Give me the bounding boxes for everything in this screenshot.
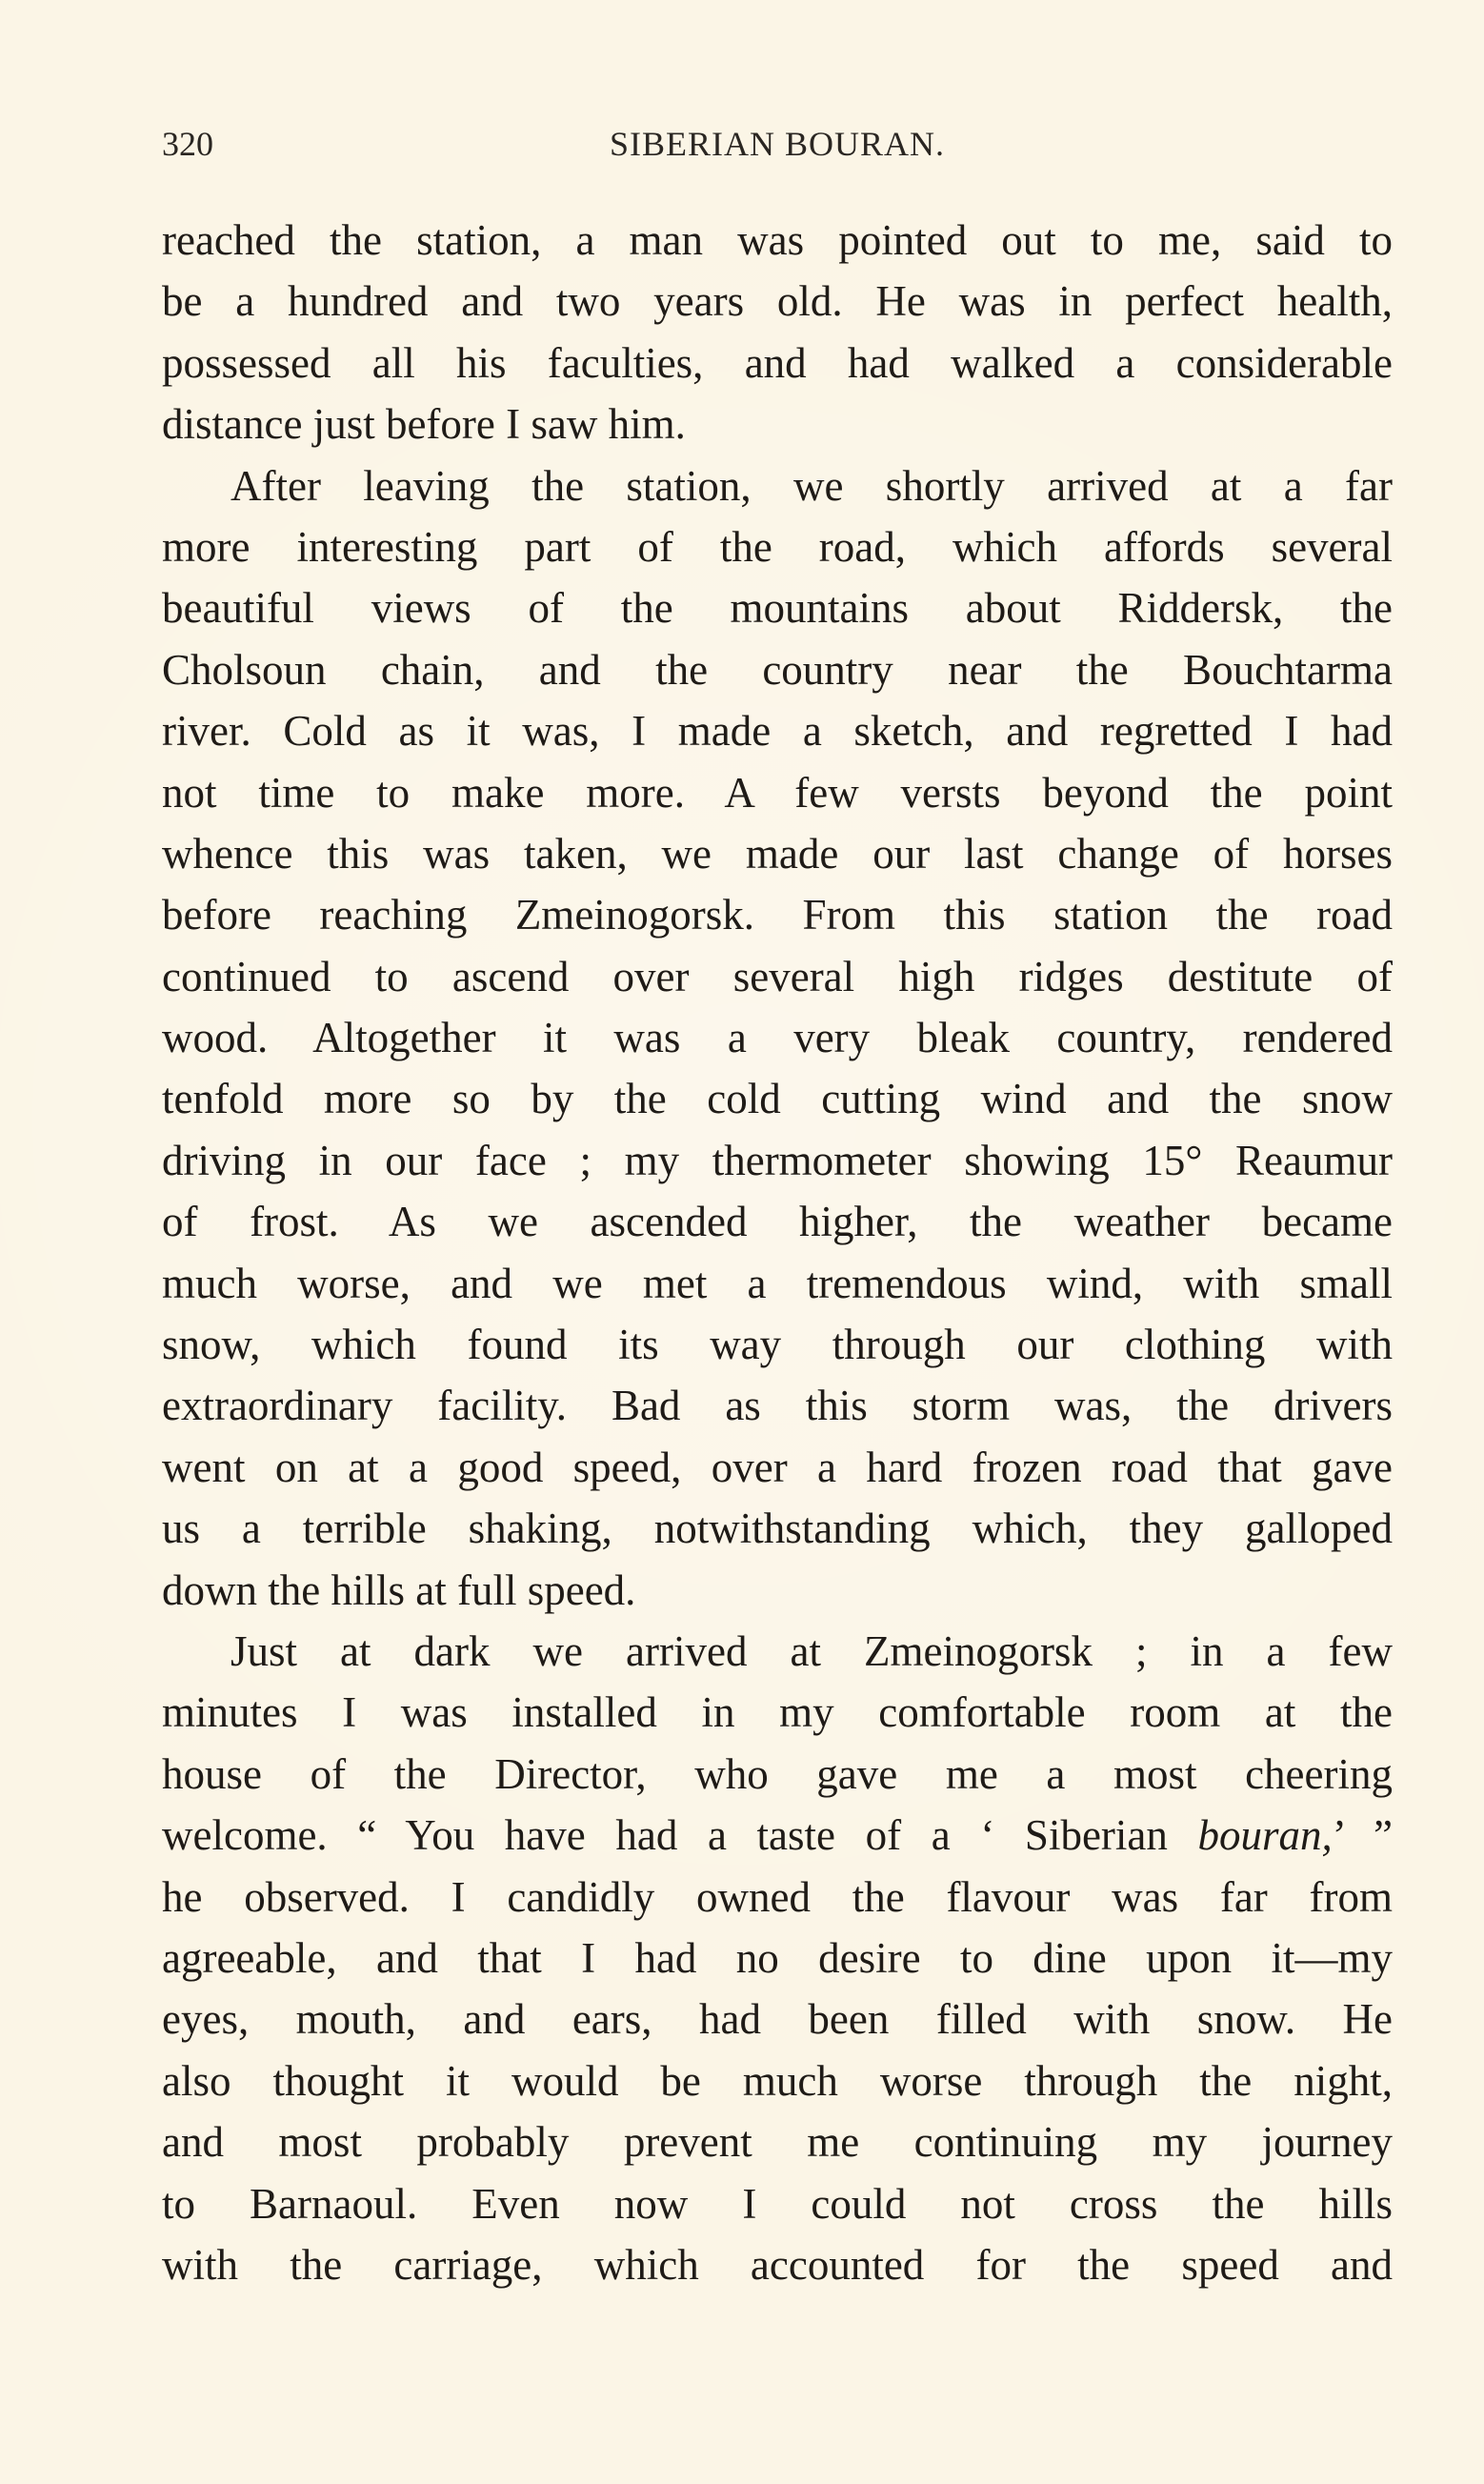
text-line-with-italic — [162, 1805, 1393, 1866]
text-line: much worse, and we met a tremendous wind, with small — [162, 1259, 1393, 1307]
text-line: Cholsoun chain, and the country near the Bouchtarma — [162, 645, 1393, 694]
text-segment: welcome. “ You have had a taste of a ‘ Siberian — [162, 1811, 1168, 1860]
text-line: and most probably prevent me continuing my journey — [162, 2118, 1393, 2167]
italic-word: bouran, — [1197, 1811, 1333, 1860]
text-line: reached the station, a man was pointed out to me, said to — [162, 216, 1393, 264]
text-line: be a hundred and two years old. He was in perfect health, — [162, 277, 1393, 326]
text-line: extraordinary facility. Bad as this storm was, the drivers — [162, 1382, 1393, 1430]
paragraph-start-line: After leaving the station, we shortly arrived at a far — [231, 461, 1393, 510]
text-line: eyes, mouth, and ears, had been filled with snow. He — [162, 1995, 1393, 2044]
running-title: SIBERIAN BOURAN. — [609, 125, 946, 163]
text-line: us a terrible shaking, notwithstanding which, they galloped — [162, 1505, 1393, 1553]
text-line: more interesting part of the road, which affords several — [162, 522, 1393, 571]
text-line: river. Cold as it was, I made a sketch, and regretted I had — [162, 707, 1393, 756]
paragraph-start-line: Just at dark we arrived at Zmeinogorsk ; in a few — [231, 1626, 1393, 1675]
paragraph-end-line: distance just before I saw him. — [162, 400, 686, 449]
text-line: tenfold more so by the cold cutting wind and the snow — [162, 1075, 1393, 1123]
page-number: 320 — [162, 125, 213, 163]
text-line: whence this was taken, we made our last change of horses — [162, 829, 1393, 878]
closing-quotes: ’ ” — [1332, 1811, 1393, 1860]
text-line: went on at a good speed, over a hard frozen road that gave — [162, 1443, 1393, 1491]
text-line: not time to make more. A few versts beyond the point — [162, 768, 1393, 817]
text-line: to Barnaoul. Even now I could not cross the hills — [162, 2179, 1393, 2228]
text-line: agreeable, and that I had no desire to dine upon it—my — [162, 1933, 1393, 1982]
text-line: possessed all his faculties, and had walked a considerable — [162, 338, 1393, 387]
text-line: minutes I was installed in my comfortable room at the — [162, 1688, 1393, 1737]
text-line: with the carriage, which accounted for the speed and — [162, 2240, 1393, 2289]
running-head — [162, 120, 1393, 168]
text-line: also thought it would be much worse through the night, — [162, 2056, 1393, 2105]
text-line: continued to ascend over several high ridges destitute of — [162, 952, 1393, 1000]
body-text — [162, 210, 1393, 2295]
text-line: driving in our face ; my thermometer showing 15° Reaumur — [162, 1136, 1393, 1184]
paragraph-end-line: down the hills at full speed. — [162, 1565, 636, 1614]
text-line: wood. Altogether it was a very bleak country, rendered — [162, 1014, 1393, 1062]
text-line: before reaching Zmeinogorsk. From this station the road — [162, 891, 1393, 939]
text-line: house of the Director, who gave me a most cheering — [162, 1749, 1393, 1798]
text-line: snow, which found its way through our clothing with — [162, 1321, 1393, 1369]
text-line: of frost. As we ascended higher, the weather became — [162, 1198, 1393, 1246]
text-line: he observed. I candidly owned the flavour was far from — [162, 1872, 1393, 1921]
text-line: beautiful views of the mountains about Riddersk, the — [162, 584, 1393, 633]
